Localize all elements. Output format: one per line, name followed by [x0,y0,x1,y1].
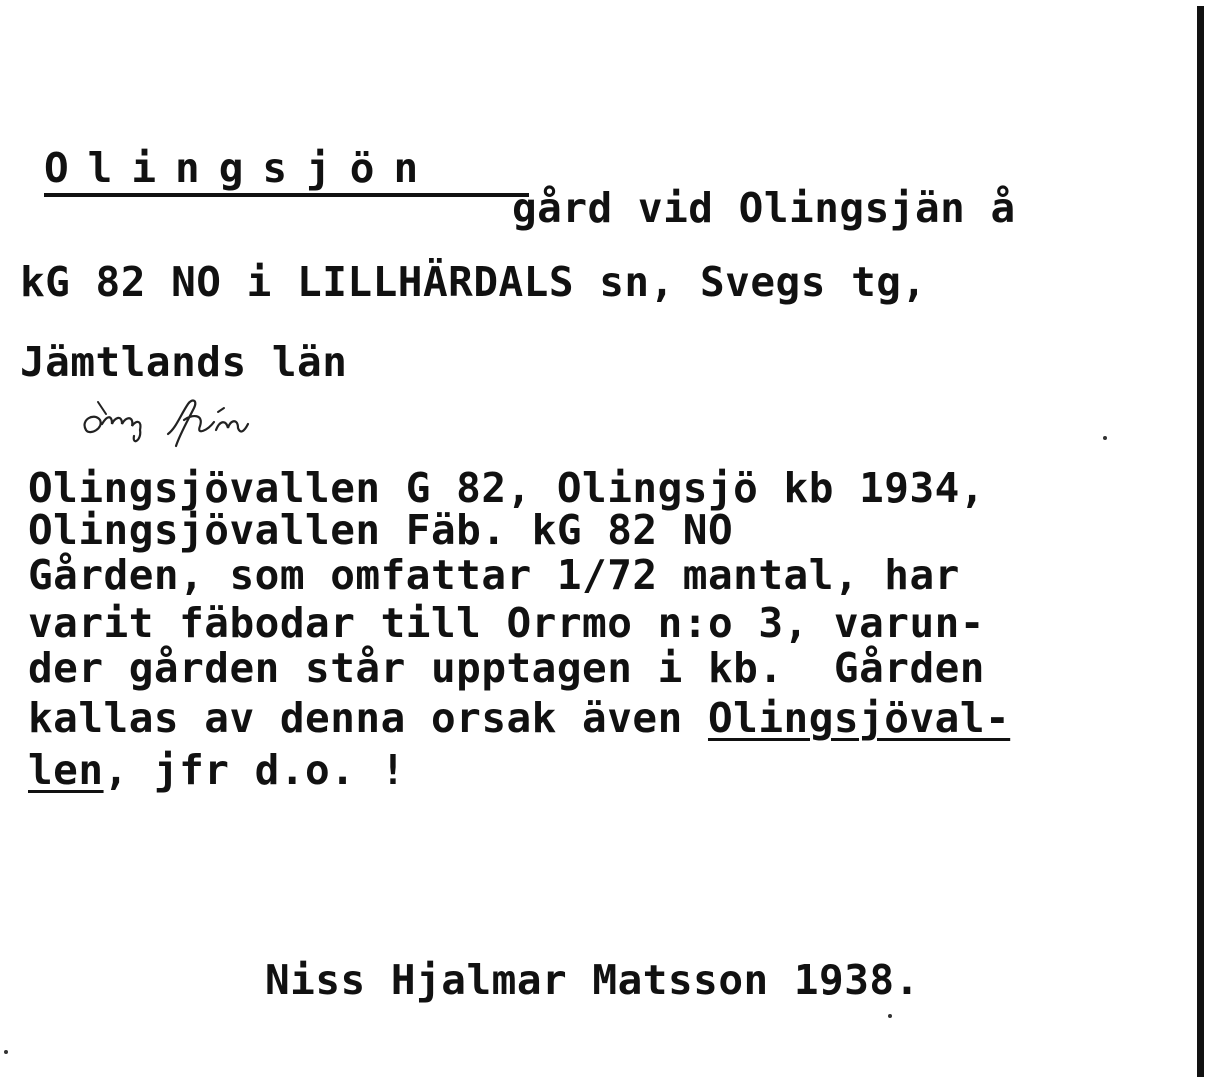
body-line-4: varit fäbodar till Orrmo n:o 3, varun- [28,599,985,647]
cross-reference-part-1: Olingsjöval- [707,694,1011,742]
card-edge-line [1197,6,1204,1077]
signature: Niss Hjalmar Matsson 1938. [265,956,920,1004]
body-line-6-text: kallas av denna orsak även [28,694,708,742]
body-line-7-text: , jfr d.o. ! [103,746,406,794]
cross-reference-part-2: len [28,746,104,794]
body-line-2: Olingsjövallen Fäb. kG 82 NO [28,506,734,554]
body-line-1: Olingsjövallen G 82, Olingsjö kb 1934, [28,464,985,512]
body-line-5: der gården står upptagen i kb. Gården [28,644,985,692]
handwritten-annotation [76,390,296,450]
ink-speck [888,1014,892,1018]
body-line-6 [28,694,1011,742]
description-line-3: Jämtlands län [20,338,348,386]
ink-speck [4,1050,8,1054]
body-line-3: Gården, som omfattar 1/72 mantal, har [28,551,960,599]
description-line-2: kG 82 NO i LILLHÄRDALS sn, Svegs tg, [20,258,927,306]
place-name-heading: Olingsjön [44,144,438,192]
body-line-7 [28,746,406,794]
description-line-1: gård vid Olingsjän å [512,184,1016,232]
ink-speck [1103,436,1107,440]
heading-underline [44,193,529,197]
